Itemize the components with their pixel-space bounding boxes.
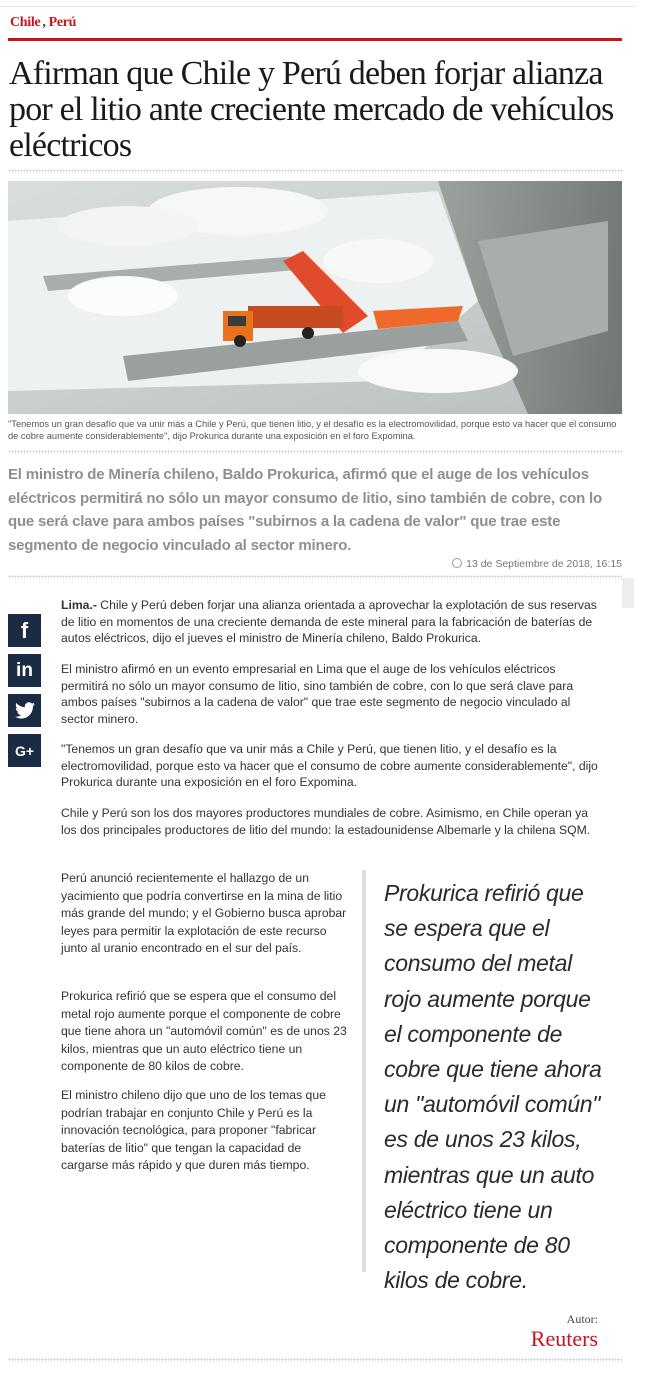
top-border: [0, 6, 636, 7]
author-label: Autor:: [566, 1312, 598, 1326]
article-title: Afirman que Chile y Perú deben forjar alianza por el litio ante creciente mercado de vehículos eléctricos: [9, 55, 614, 164]
article-lead: El ministro de Minería chileno, Baldo Prokurica, afirmó que el auge de los vehículos eléctricos permitirá no sólo un mayor consumo de litio, sino también de cobre, con lo que será clave para ambos países "subirnos a la cadena de valor" que trae este segmento de negocio vinculado al sector minero.: [8, 466, 602, 554]
dotted-divider: [8, 450, 622, 454]
header-rule: [8, 38, 622, 41]
author-name[interactable]: Reuters: [530, 1326, 598, 1351]
publish-date-text: 13 de Septiembre de 2018, 16:15: [466, 558, 622, 570]
dotted-divider: [8, 575, 622, 579]
tag-separator: ,: [42, 15, 46, 30]
category-tags: [10, 15, 76, 31]
body-paragraph-1-text: Chile y Perú deben forjar una alianza orientada a aprovechar la explotación de sus reservas de litio en momentos de una creciente demanda de este mineral para la fabricación de baterías de autos eléctricos, dijo el jueves el ministro de Minería chileno, Baldo Prokurica.: [61, 598, 597, 646]
body-paragraph-5: Perú anunció recientemente el hallazgo de un yacimiento que podría convertirse en la mina de litio más grande del mundo; y el Gobierno busca aprobar leyes para permitir la explotación de este recurso junto al uranio encontrado en el sur del país.: [61, 871, 347, 956]
google-plus-share-button[interactable]: [8, 734, 41, 767]
pull-quote-bar: [362, 870, 366, 1272]
facebook-icon: f: [20, 617, 29, 643]
body-paragraph-2: El ministro afirmó en un evento empresarial en Lima que el auge de los vehículos eléctricos permitirá no sólo un mayor consumo de litio, sino también de cobre, con lo que será clave para ambos países "subirnos a la cadena de valor" que trae este segmento de negocio vinculado al sector minero.: [61, 662, 574, 726]
lithium-mine-photo: [8, 181, 622, 414]
article-photo: [8, 181, 622, 414]
google-plus-icon: G+: [14, 742, 35, 759]
linkedin-share-button[interactable]: [8, 654, 41, 687]
tag-chile[interactable]: Chile: [10, 15, 41, 30]
twitter-icon: [15, 702, 35, 719]
dotted-divider: [8, 1358, 622, 1362]
pull-quote: Prokurica refirió que se espera que el consumo del metal rojo aumente porque el componente de cobre que tiene ahora un "automóvil común" es de unos 23 kilos, mientras que un auto eléctrico tiene un componente de 80 kilos de cobre.: [384, 880, 602, 1294]
photo-caption: "Tenemos un gran desafío que va unir más a Chile y Perú, que tienen litio, y el desafío es la electromovilidad, porque esto va hacer que el consumo de cobre aumente considerablemente", dijo Prokurica durante una exposición en el foro Expomina.: [8, 419, 617, 441]
facebook-share-button[interactable]: [8, 614, 41, 647]
clock-icon: [452, 558, 462, 568]
dateline: Lima.-: [61, 598, 97, 612]
body-paragraph-4: Chile y Perú son los dos mayores productores mundiales de cobre. Asimismo, en Chile operan ya los dos principales productores de litio del mundo: la estadounidense Albemarle y la chilena SQM.: [61, 806, 591, 837]
tag-peru[interactable]: Perú: [48, 15, 77, 30]
linkedin-icon: in: [16, 659, 33, 681]
twitter-share-button[interactable]: [8, 694, 41, 727]
body-paragraph-6: Prokurica refirió que se espera que el consumo del metal rojo aumente porque el componente de cobre que tiene ahora un "automóvil común" es de unos 23 kilos, mientras que un auto eléctrico tiene un componente de 80 kilos de cobre.: [61, 989, 347, 1074]
dotted-divider: [8, 169, 622, 173]
publish-date: [452, 558, 622, 570]
body-paragraph-7: El ministro chileno dijo que uno de los temas que podrían trabajar en conjunto Chile y Perú es la innovación tecnológica, para proponer "fabricar baterías de litio" que tengan la capacidad de cargarse más rápido y que duren más tiempo.: [61, 1088, 326, 1173]
body-paragraph-3: "Tenemos un gran desafío que va unir más a Chile y Perú, que tienen litio, y el desafío es la electromovilidad, porque esto va hacer que el consumo de cobre aumente considerablemente", dijo Prokurica durante una exposición en el foro Expomina.: [61, 742, 598, 790]
body-paragraph-1: [61, 597, 606, 647]
right-panel-edge: [622, 578, 634, 608]
